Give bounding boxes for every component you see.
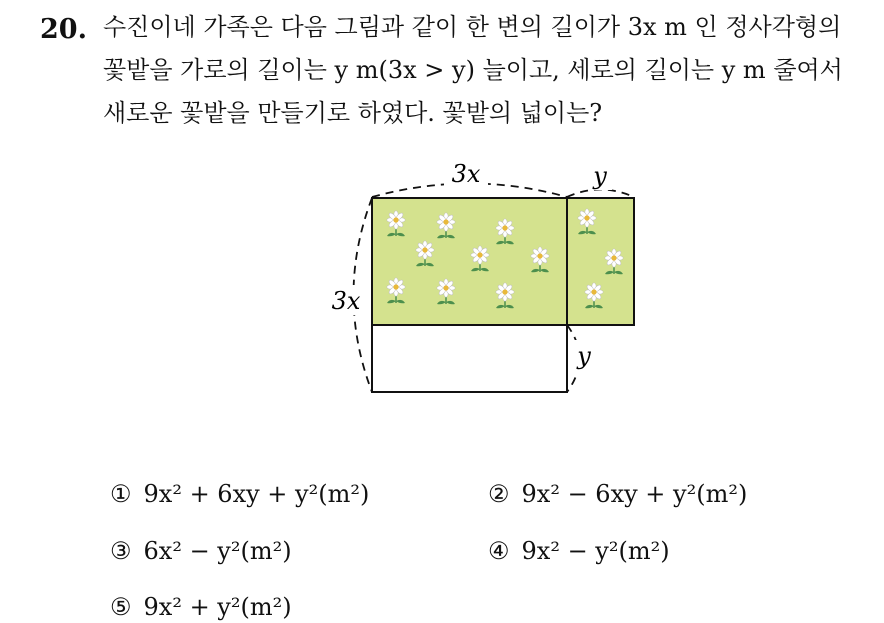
option-4-marker: ④	[488, 537, 510, 565]
option-5[interactable]	[110, 593, 292, 621]
option-1[interactable]	[110, 480, 369, 508]
option-1-text: 9x² + 6xy + y²(m²)	[143, 480, 370, 508]
option-3-text: 6x² − y²(m²)	[143, 537, 292, 565]
right-label: y	[577, 342, 591, 370]
option-5-text: 9x² + y²(m²)	[143, 593, 292, 621]
option-3-marker: ③	[110, 537, 132, 565]
option-3[interactable]	[110, 537, 292, 565]
top-right-dimension-arc	[567, 190, 634, 198]
question-line-2: 꽃밭을 가로의 길이는 y m(3x > y) 늘이고, 세로의 길이는 y m 줄여서	[103, 56, 843, 84]
option-4[interactable]	[488, 537, 670, 565]
option-4-text: 9x² − y²(m²)	[521, 537, 670, 565]
removed-strip	[372, 325, 567, 392]
left-label: 3x	[331, 287, 361, 315]
option-2-text: 9x² − 6xy + y²(m²)	[521, 480, 748, 508]
top-left-label: 3x	[451, 160, 481, 188]
question-number: 20.	[40, 14, 87, 45]
question-line-3: 새로운 꽃밭을 만들기로 하였다. 꽃밭의 넓이는?	[103, 99, 603, 127]
option-2-marker: ②	[488, 480, 510, 508]
option-5-marker: ⑤	[110, 593, 132, 621]
top-right-label: y	[593, 162, 607, 190]
question-line-1: 수진이네 가족은 다음 그림과 같이 한 변의 길이가 3x m 인 정사각형의	[103, 13, 842, 41]
option-1-marker: ①	[110, 480, 132, 508]
option-2[interactable]	[488, 480, 747, 508]
